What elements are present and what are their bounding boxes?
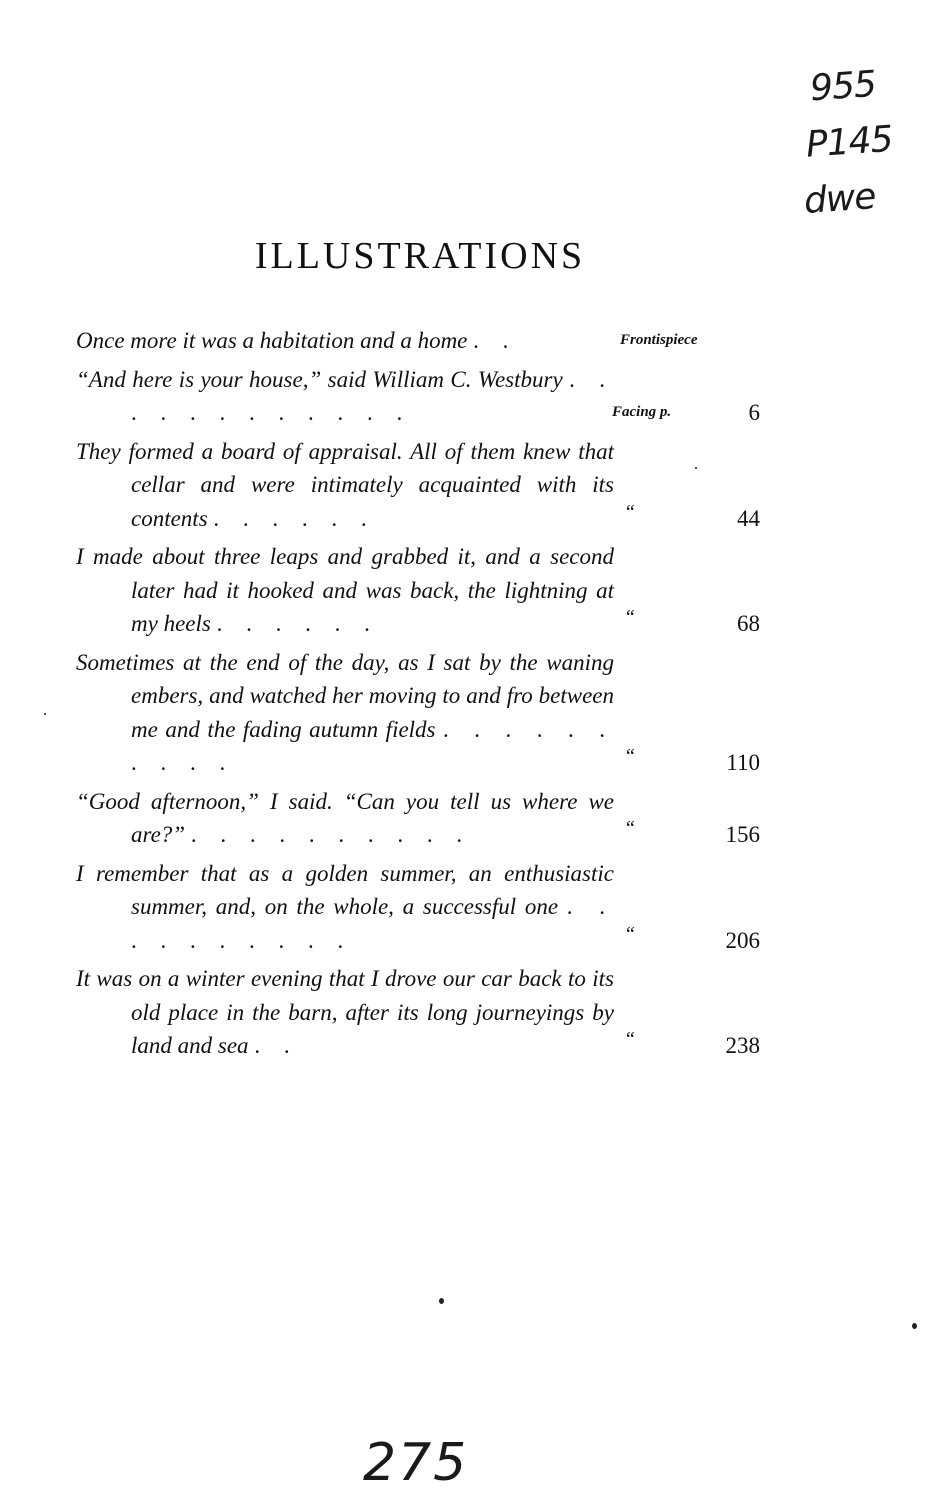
page-reference [612, 396, 766, 430]
list-item [76, 363, 766, 435]
leader-dots: . . . . . . [213, 505, 376, 531]
page-reference [616, 746, 766, 780]
list-item [76, 857, 766, 963]
ditto-mark: “ [624, 817, 636, 839]
page-reference [616, 1029, 766, 1063]
list-item [76, 785, 766, 857]
page-number: 110 [726, 750, 760, 775]
list-item [76, 324, 766, 363]
leader-dots: . . [254, 1033, 299, 1058]
ref-label: Frontispiece [620, 332, 698, 348]
leader-dots: . . . . . . . . . . . . [131, 366, 614, 425]
ref-label: Facing p. [612, 404, 672, 420]
handwritten-line: dwe [802, 176, 877, 223]
ditto-mark: “ [624, 606, 636, 628]
leader-dots: . . . . . . [216, 611, 379, 636]
handwritten-line: 955 [808, 63, 878, 110]
page-number: 206 [725, 927, 760, 953]
leader-dots: . . . . . . . . . . [131, 716, 615, 775]
handwritten-call-number [794, 54, 925, 230]
illustration-caption: It was on a winter evening that I drove our car back to its old place in the barn, after its long journeyings by land and sea . . [76, 966, 614, 1058]
illustration-caption: I remember that as a golden summer, an enthusiastic summer, and, on the whole, a successful one . . . . . . . . . . [76, 860, 614, 953]
illustration-caption: They formed a board of appraisal. All of them knew that cellar and were intimately acquainted with its contents . . . . . . [76, 438, 614, 531]
page-number: 6 [748, 400, 760, 425]
ditto-mark: “ [624, 1028, 636, 1050]
page-number: 238 [725, 1033, 760, 1058]
scan-speck [44, 713, 46, 715]
page-reference [616, 924, 766, 958]
scan-speck [695, 467, 697, 469]
illustration-caption: “And here is your house,” said William C. Westbury . . . . . . . . . . . . [76, 366, 614, 425]
illustration-caption: Sometimes at the end of the day, as I sat by the waning embers, and watched her moving to and fro between me and the fading autumn fields . . . . . . . . . . [76, 649, 615, 775]
leader-dots: . . . . . . . . . . [131, 894, 614, 953]
illustrations-list [76, 324, 766, 1068]
illustration-caption: “Good afternoon,” I said. “Can you tell us where we are?” . . . . . . . . . . [76, 788, 614, 847]
page-title: ILLUSTRATIONS [254, 235, 586, 277]
page-reference [616, 607, 766, 641]
page-reference [616, 324, 766, 358]
ditto-mark: “ [624, 922, 636, 945]
list-item [76, 646, 766, 785]
illustration-caption: Once more it was a habitation and a home . . [76, 328, 518, 353]
leader-dots: . . . . . . . . . . [190, 822, 472, 847]
ditto-mark: “ [624, 745, 636, 767]
ditto-mark: “ [624, 500, 636, 523]
scan-speck [439, 1298, 444, 1304]
leader-dots: . . [473, 328, 518, 353]
page-number: 156 [725, 822, 760, 847]
page-reference [616, 818, 766, 852]
handwritten-line: P145 [804, 118, 894, 166]
list-item [76, 962, 766, 1068]
page-reference [616, 502, 766, 536]
list-item [76, 540, 766, 646]
handwritten-page-number: 275 [363, 1433, 469, 1493]
page-number: 68 [737, 611, 760, 636]
page-number: 44 [737, 505, 760, 531]
scan-speck [912, 1323, 917, 1329]
list-item [76, 435, 766, 541]
illustration-caption: I made about three leaps and grabbed it, and a second later had it hooked and was back, the lightning at my heels . . . . . . [76, 544, 614, 636]
